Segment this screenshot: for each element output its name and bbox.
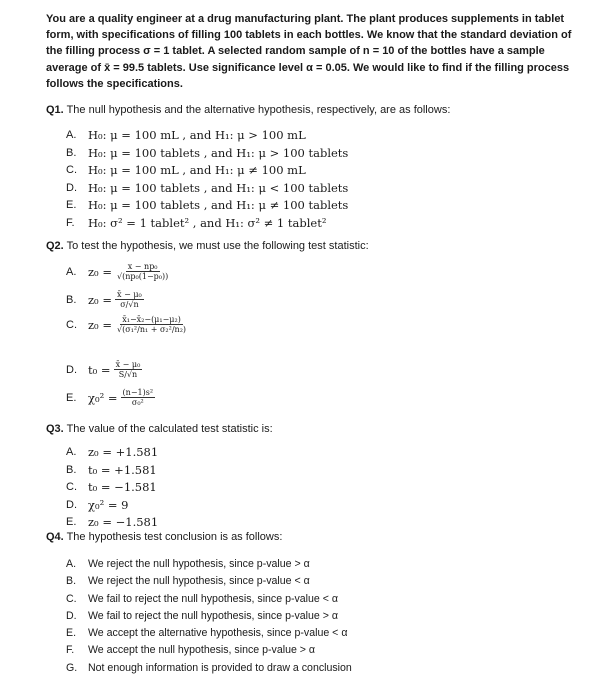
- q1-options: [66, 127, 348, 233]
- q4-options: [66, 556, 352, 677]
- option-text: H₀: μ = 100 tablets , and H₁: μ < 100 tablets: [88, 180, 349, 195]
- option-letter: D.: [66, 363, 77, 376]
- option-letter: C.: [66, 592, 77, 605]
- q2-option[interactable]: [66, 388, 155, 407]
- option-letter: G.: [66, 661, 78, 674]
- q4-option[interactable]: [66, 591, 352, 608]
- option-letter: A.: [66, 265, 77, 278]
- option-text: We reject the null hypothesis, since p-value < α: [88, 575, 310, 588]
- formula-numerator: x̄ − μ₀: [115, 360, 141, 369]
- q3-heading: [46, 423, 273, 435]
- q4-option[interactable]: [66, 608, 352, 625]
- q3-number: Q3.: [46, 423, 64, 435]
- option-letter: B.: [66, 146, 77, 159]
- formula-lhs: χ₀² =: [88, 390, 118, 405]
- formula-lhs: t₀ =: [88, 362, 111, 377]
- q4-option[interactable]: [66, 660, 352, 677]
- q2-option[interactable]: [66, 360, 142, 379]
- option-text: We reject the null hypothesis, since p-value > α: [88, 558, 310, 570]
- option-text: We accept the null hypothesis, since p-value > α: [88, 644, 316, 657]
- option-text: H₀: σ² = 1 tablet² , and H₁: σ² ≠ 1 tablet²: [88, 215, 327, 230]
- formula-denominator: √(σ₁²/n₁ + σ₂²/n₂): [117, 325, 187, 334]
- option-text: We fail to reject the null hypothesis, since p-value < α: [88, 592, 339, 605]
- formula-lhs: z₀ =: [88, 264, 112, 279]
- q2-text: To test the hypothesis, we must use the following test statistic:: [63, 240, 369, 252]
- q2-heading: [46, 240, 369, 252]
- formula-denominator: σ₀²: [131, 398, 144, 407]
- q3-option[interactable]: [66, 497, 158, 515]
- q2-option[interactable]: [66, 315, 188, 334]
- q4-option[interactable]: [66, 556, 352, 573]
- q3-option[interactable]: [66, 444, 158, 462]
- formula-numerator: x − np₀: [127, 262, 158, 271]
- formula-numerator: x̄₁−x̄₂−(μ₁−μ₂): [122, 315, 181, 324]
- q1-option[interactable]: [66, 197, 348, 215]
- q2-number: Q2.: [46, 240, 64, 252]
- option-letter: F.: [66, 216, 75, 229]
- formula-fraction: [115, 290, 144, 309]
- option-letter: C.: [66, 164, 77, 177]
- option-text: We accept the alternative hypothesis, since p-value < α: [88, 627, 348, 640]
- formula-fraction: [121, 388, 156, 407]
- option-text: χ₀² = 9: [88, 497, 129, 512]
- option-letter: D.: [66, 181, 77, 194]
- option-letter: A.: [66, 446, 77, 458]
- option-letter: E.: [66, 391, 77, 404]
- q1-option[interactable]: [66, 215, 348, 233]
- option-letter: B.: [66, 463, 77, 476]
- option-text: H₀: μ = 100 tablets , and H₁: μ ≠ 100 tablets: [88, 198, 349, 213]
- option-letter: A.: [66, 129, 77, 141]
- option-letter: E.: [66, 516, 77, 529]
- formula-fraction: [115, 262, 170, 281]
- q4-option[interactable]: [66, 625, 352, 642]
- option-text: H₀: μ = 100 mL , and H₁: μ ≠ 100 mL: [88, 163, 306, 178]
- q3-options: [66, 444, 158, 532]
- option-text: Not enough information is provided to draw a conclusion: [88, 661, 352, 674]
- option-text: H₀: μ = 100 tablets , and H₁: μ > 100 tablets: [88, 145, 349, 160]
- formula-numerator: (n−1)s²: [122, 388, 154, 397]
- q1-heading: [46, 104, 450, 116]
- formula-denominator: σ/√n: [120, 300, 139, 309]
- option-letter: D.: [66, 498, 77, 511]
- option-text: t₀ = +1.581: [88, 462, 157, 477]
- q1-text: The null hypothesis and the alternative hypothesis, respectively, are as follows:: [63, 104, 451, 116]
- option-text: z₀ = +1.581: [88, 445, 159, 459]
- formula-denominator: √(np₀(1−p₀)): [117, 272, 169, 281]
- option-letter: F.: [66, 644, 75, 657]
- q1-option[interactable]: [66, 127, 348, 145]
- q4-heading: [46, 531, 282, 543]
- q2-option[interactable]: [66, 262, 170, 281]
- option-letter: B.: [66, 575, 77, 588]
- option-text: H₀: μ = 100 mL , and H₁: μ > 100 mL: [88, 128, 306, 142]
- option-letter: C.: [66, 318, 77, 331]
- option-letter: C.: [66, 481, 77, 494]
- q1-number: Q1.: [46, 104, 64, 116]
- q4-text: The hypothesis test conclusion is as follows:: [63, 531, 283, 543]
- q3-option[interactable]: [66, 479, 158, 497]
- q3-text: The value of the calculated test statistic is:: [63, 423, 273, 435]
- option-text: t₀ = −1.581: [88, 480, 157, 495]
- q4-option[interactable]: [66, 573, 352, 590]
- q1-option[interactable]: [66, 162, 348, 180]
- q3-option[interactable]: [66, 462, 158, 480]
- formula-lhs: z₀ =: [88, 317, 112, 332]
- problem-statement: You are a quality engineer at a drug manufacturing plant. The plant produces supplements in tablet form, with specifications of filling 100 tablets in each bottles. We know that the standard deviation of the filling process σ = 1 tablet. A selected random sample of n = 10 of the bottles have a sample average of x̄ = 99.5 tablets. Use significance level α = 0.05. We would like to find if the filling process follows the specifications.: [46, 13, 572, 90]
- formula-fraction: [114, 360, 143, 379]
- formula-lhs: z₀ =: [88, 292, 112, 307]
- option-letter: D.: [66, 609, 77, 622]
- option-text: We fail to reject the null hypothesis, since p-value > α: [88, 609, 339, 622]
- option-letter: A.: [66, 558, 77, 570]
- q4-number: Q4.: [46, 531, 64, 543]
- q4-option[interactable]: [66, 642, 352, 659]
- q2-option[interactable]: [66, 290, 144, 309]
- formula-numerator: x̄ − μ₀: [117, 290, 142, 299]
- option-letter: E.: [66, 627, 77, 640]
- option-letter: E.: [66, 199, 77, 212]
- option-letter: B.: [66, 293, 77, 306]
- q1-option[interactable]: [66, 180, 348, 198]
- formula-fraction: [115, 315, 188, 334]
- formula-denominator: S/√n: [118, 370, 138, 379]
- q1-option[interactable]: [66, 145, 348, 163]
- option-text: z₀ = −1.581: [88, 515, 159, 530]
- q3-option[interactable]: [66, 514, 158, 532]
